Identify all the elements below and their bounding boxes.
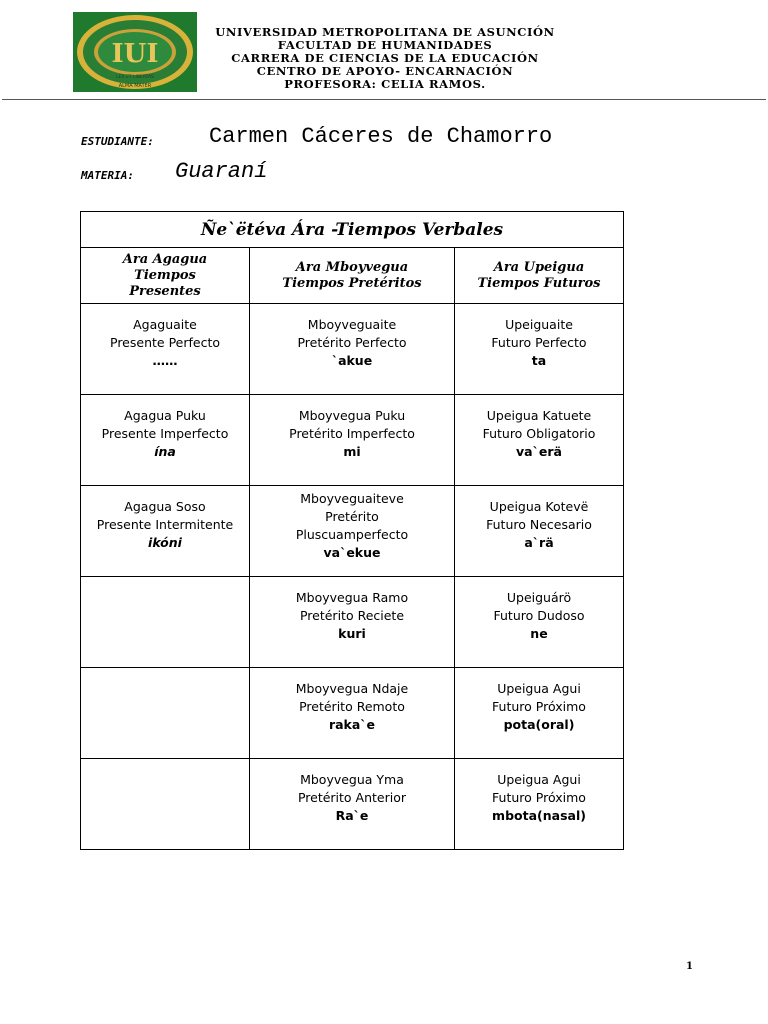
student-label: ESTUDIANTE:	[81, 135, 154, 148]
tense-marker: a`rä	[524, 535, 554, 550]
tense-marker: ína	[154, 444, 176, 459]
table-cell-empty	[81, 577, 250, 668]
table-cell: Agagua Puku Presente Imperfecto ína	[81, 395, 250, 486]
table-row	[81, 577, 624, 668]
logo-tag: ALMA MATER	[118, 83, 152, 89]
university-logo	[73, 12, 197, 92]
tense-marker: ta	[531, 353, 547, 368]
tense-marker: ne	[530, 626, 548, 641]
table-cell: Mboyvegua Ramo Pretérito Reciete kuri	[250, 577, 455, 668]
table-cell: Upeiguárö Futuro Dudoso ne	[455, 577, 624, 668]
header-present: Ara Agagua Tiempos Presentes	[81, 248, 250, 304]
table-cell: Mboyvegua Puku Pretérito Imperfecto mi	[250, 395, 455, 486]
header-past: Ara Mboyvegua Tiempos Pretéritos	[250, 248, 455, 304]
header-career: CARRERA DE CIENCIAS DE LA EDUCACIÓN	[231, 51, 539, 65]
table-header-row	[81, 248, 624, 304]
header-center: CENTRO DE APOYO- ENCARNACIÓN	[256, 64, 514, 78]
header-divider	[2, 99, 766, 100]
table-row	[81, 759, 624, 850]
table-row	[81, 486, 624, 577]
table-cell: Upeigua Agui Futuro Próximo mbota(nasal)	[455, 759, 624, 850]
header-professor: PROFESORA: CELIA RAMOS.	[284, 77, 486, 91]
table-cell: Mboyvegua Ndaje Pretérito Remoto raka`e	[250, 668, 455, 759]
table-row	[81, 668, 624, 759]
institution-header	[200, 26, 570, 91]
header-university: UNIVERSIDAD METROPOLITANA DE ASUNCIÓN	[215, 25, 555, 39]
table-cell: Upeigua Kotevë Futuro Necesario a`rä	[455, 486, 624, 577]
subject-name: Guaraní	[175, 159, 268, 184]
table-cell-empty	[81, 668, 250, 759]
logo-motto: LEX ET LIBERTAS	[116, 75, 154, 80]
subject-label: MATERIA:	[81, 169, 134, 182]
tense-marker: raka`e	[328, 717, 376, 732]
logo-monogram: IUI	[111, 39, 159, 69]
table-cell: Upeiguaite Futuro Perfecto ta	[455, 304, 624, 395]
tense-marker: Ra`e	[335, 808, 369, 823]
tense-marker: va`ekue	[323, 545, 381, 560]
table-row	[81, 395, 624, 486]
table-cell: Mboyvegua Yma Pretérito Anterior Ra`e	[250, 759, 455, 850]
student-name: Carmen Cáceres de Chamorro	[209, 124, 553, 149]
tense-marker: `akue	[331, 353, 373, 368]
table-title: Ñe`ëtéva Ára -Tiempos Verbales	[81, 212, 624, 248]
tense-marker: ……	[152, 353, 178, 368]
table-row	[81, 304, 624, 395]
table-cell: Mboyveguaiteve Pretérito Pluscuamperfecto va`ekue	[250, 486, 455, 577]
tense-marker: kuri	[338, 626, 366, 641]
tense-marker: ikóni	[148, 535, 182, 550]
table-cell: Agagua Soso Presente Intermitente ikóni	[81, 486, 250, 577]
verb-tenses-table	[80, 211, 624, 850]
tense-marker: va`erä	[516, 444, 562, 459]
page-number: 1	[686, 961, 693, 972]
table-cell-empty	[81, 759, 250, 850]
logo-emblem-icon	[73, 12, 197, 92]
table-cell: Upeigua Agui Futuro Próximo pota(oral)	[455, 668, 624, 759]
tense-marker: pota(oral)	[503, 717, 575, 732]
header-future: Ara Upeigua Tiempos Futuros	[455, 248, 624, 304]
table-cell: Upeigua Katuete Futuro Obligatorio va`erä	[455, 395, 624, 486]
table-cell: Mboyveguaite Pretérito Perfecto `akue	[250, 304, 455, 395]
header-faculty: FACULTAD DE HUMANIDADES	[277, 38, 493, 52]
table-cell: Agaguaite Presente Perfecto ……	[81, 304, 250, 395]
tense-marker: mi	[343, 444, 361, 459]
tense-marker: mbota(nasal)	[492, 808, 586, 823]
